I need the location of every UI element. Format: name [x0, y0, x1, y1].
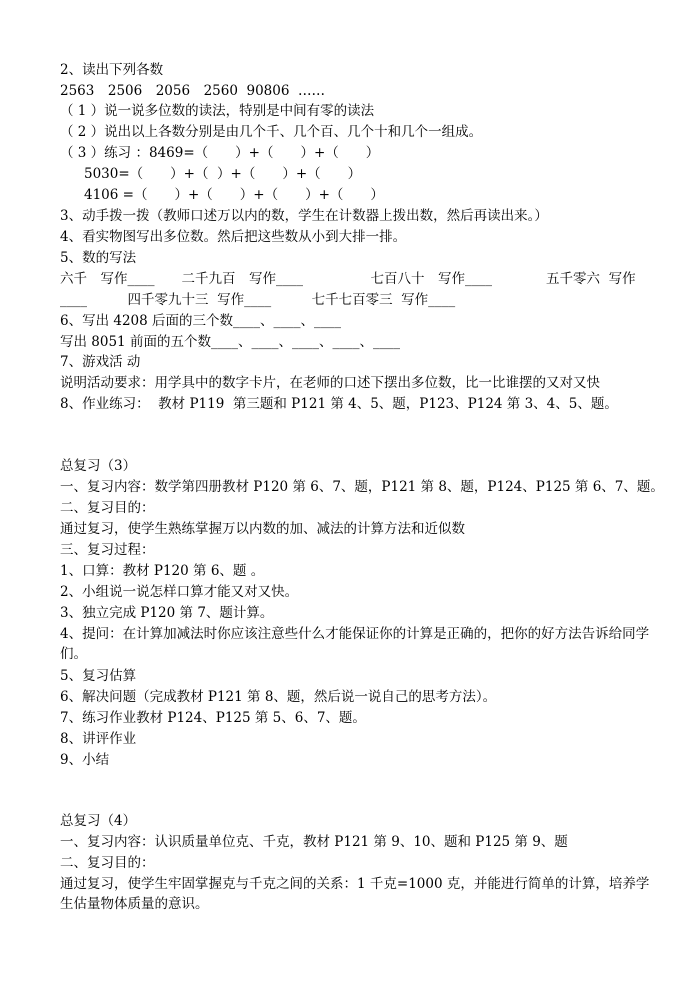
writing-exercise-line-1: 六千 写作____ 二千九百 写作____ 七百八十 写作____ 五千零六 写作: [60, 271, 636, 287]
practice-4106: 4106 =（ ）+（ ）+（ ）+（ ）: [84, 187, 384, 203]
step-3: 3、动手拨一拨（教师口述万以内的数，学生在计数器上拨出数，然后再读出来。）: [60, 208, 548, 224]
practice-5030: 5030=（ ）+（ ）+（ ）+（ ）: [84, 166, 362, 182]
review-3-purpose: 通过复习，使学生熟练掌握万以内数的加、减法的计算方法和近似数: [60, 521, 465, 537]
review-3-title: 总复习（3）: [60, 458, 137, 474]
step-6: 6、写出 4208 后面的三个数____、____、____: [60, 313, 342, 329]
review-3-step-9: 9、小结: [60, 752, 110, 768]
review-3-process-heading: 三、复习过程：: [60, 542, 155, 558]
review-3-step-1: 1、口算：教材 P120 第 6、题 。: [60, 563, 265, 579]
review-3-step-7: 7、练习作业教材 P124、P125 第 5、6、7、题。: [60, 710, 366, 726]
review-3-step-6: 6、解决问题（完成教材 P121 第 8、题，然后说一说自己的思考方法）。: [60, 689, 497, 705]
step-6-sub: 写出 8051 前面的五个数____、____、____、____、____: [60, 334, 400, 350]
step-7: 7、游戏活 动: [60, 354, 141, 370]
review-3-step-4: 4、提问：在计算加减法时你应该注意些什么才能保证你的计算是正确的，把你的好方法告诉给同学们。: [60, 626, 650, 662]
review-4-purpose-heading: 二、复习目的：: [60, 855, 155, 871]
review-3-content: 一、复习内容：数学第四册教材 P120 第 6、7、题，P121 第 8、题，P124、P125 第 6、7、题。: [60, 479, 664, 495]
item-3-practice: （ 3 ）练习 ：8469=（ ）+（ ）+（ ）: [60, 145, 380, 161]
review-4-purpose: 通过复习，使学生牢固掌握克与千克之间的关系：1 千克=1000 克，并能进行简单的计算，培养学生估量物体质量的意识。: [60, 876, 650, 912]
review-3-step-8: 8、讲评作业: [60, 731, 137, 747]
number-list: 2563 2506 2056 2560 90806 ……: [60, 83, 326, 99]
step-4: 4、看实物图写出多位数。然后把这些数从小到大排一排。: [60, 229, 407, 245]
step-8-homework: 8、作业练习： 教材 P119 第三题和 P121 第 4、5、题，P123、P124 第 3、4、5、题。: [60, 396, 618, 412]
review-4-content: 一、复习内容：认识质量单位克、千克，教材 P121 第 9、10、题和 P125 第 9、题: [60, 834, 568, 850]
item-2: （ 2 ）说出以上各数分别是由几个千、几个百、几个十和几个一组成。: [60, 124, 483, 140]
review-3-step-2: 2、小组说一说怎样口算才能又对又快。: [60, 584, 299, 600]
activity-requirements: 说明活动要求：用学具中的数字卡片，在老师的口述下摆出多位数，比一比谁摆的又对又快: [60, 375, 600, 391]
step-5-heading: 5、数的写法: [60, 250, 137, 266]
review-3-step-3: 3、独立完成 P120 第 7、题计算。: [60, 605, 274, 621]
item-1: （ 1 ）说一说多位数的读法，特别是中间有零的读法: [60, 103, 375, 119]
review-3-step-5: 5、复习估算: [60, 668, 137, 684]
section-heading-read-numbers: 2、读出下列各数: [60, 62, 164, 78]
review-3-purpose-heading: 二、复习目的：: [60, 500, 155, 516]
writing-exercise-line-2: ____ 四千零九十三 写作____ 七千七百零三 写作____: [60, 292, 456, 308]
review-4-title: 总复习（4）: [60, 813, 137, 829]
